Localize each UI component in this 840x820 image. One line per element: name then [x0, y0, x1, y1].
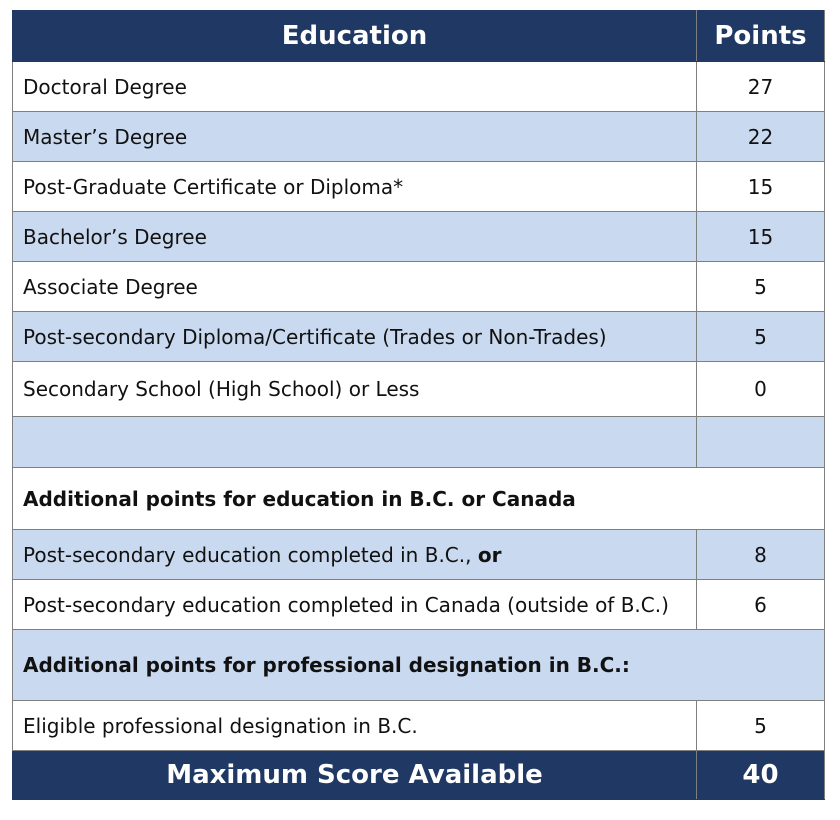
- row-label: Secondary School (High School) or Less: [13, 362, 697, 417]
- row-label: Doctoral Degree: [13, 62, 697, 112]
- row-points: 0: [697, 362, 825, 417]
- row-points: 5: [697, 701, 825, 751]
- table-row: [13, 262, 825, 312]
- row-label-text: Post-secondary education completed in B.C.,: [23, 542, 478, 567]
- section-header-bc-canada: [13, 468, 825, 530]
- education-points-table-wrapper: [12, 10, 824, 800]
- row-points: 8: [697, 530, 825, 580]
- table-row: [13, 162, 825, 212]
- row-label: Post-secondary education completed in Canada (outside of B.C.): [13, 580, 697, 630]
- table-footer-row: [13, 751, 825, 800]
- row-label: Eligible professional designation in B.C.: [13, 701, 697, 751]
- table-row: [13, 701, 825, 751]
- header-education: Education: [13, 11, 697, 62]
- education-points-table: [12, 10, 825, 800]
- row-points: 15: [697, 162, 825, 212]
- row-label-emphasis: or: [477, 542, 502, 567]
- table-row: [13, 62, 825, 112]
- table-row: [13, 362, 825, 417]
- row-points: 6: [697, 580, 825, 630]
- row-points: 22: [697, 112, 825, 162]
- table-row: [13, 580, 825, 630]
- empty-spacer-row: [13, 417, 825, 468]
- footer-points: 40: [697, 751, 825, 800]
- section-title: Additional points for education in B.C. or Canada: [13, 468, 825, 530]
- row-label: Master’s Degree: [13, 112, 697, 162]
- row-label: [13, 530, 697, 580]
- row-label: Post-Graduate Certificate or Diploma*: [13, 162, 697, 212]
- empty-cell: [13, 417, 697, 468]
- row-points: 27: [697, 62, 825, 112]
- row-points: 15: [697, 212, 825, 262]
- table-row: [13, 312, 825, 362]
- header-points: Points: [697, 11, 825, 62]
- table-row: [13, 530, 825, 580]
- section-header-designation: [13, 630, 825, 701]
- row-label: Bachelor’s Degree: [13, 212, 697, 262]
- table-header-row: [13, 11, 825, 62]
- empty-cell: [697, 417, 825, 468]
- footer-label: Maximum Score Available: [13, 751, 697, 800]
- section-title: Additional points for professional designation in B.C.:: [13, 630, 825, 701]
- row-points: 5: [697, 262, 825, 312]
- table-row: [13, 212, 825, 262]
- row-label: Associate Degree: [13, 262, 697, 312]
- table-row: [13, 112, 825, 162]
- row-label: Post-secondary Diploma/Certificate (Trades or Non-Trades): [13, 312, 697, 362]
- row-points: 5: [697, 312, 825, 362]
